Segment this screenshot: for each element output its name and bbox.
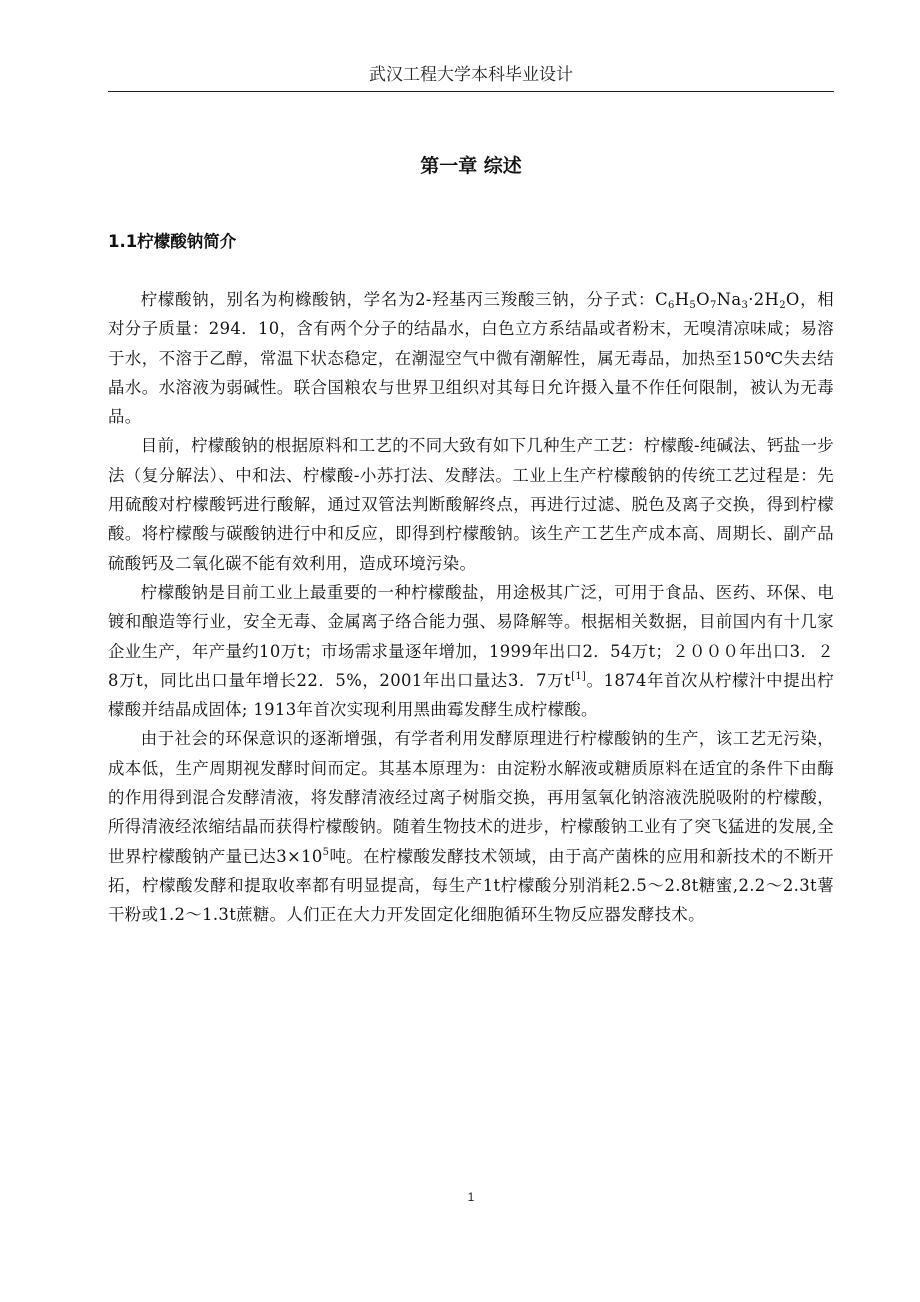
chapter-title: 第一章 综述 xyxy=(420,155,522,177)
paragraph-2: 目前，柠檬酸钠的根据原料和工艺的不同大致有如下几种生产工艺：柠檬酸-纯碱法、钙盐一步法（复分解法）、中和法、柠檬酸-小苏打法、发酵法。工业上生产柠檬酸钠的传统工艺过程是：先用硫酸对柠檬酸钙进行酸解，通过双管法判断酸解终点，再进行过滤、脱色及离子交换，得到柠檬酸。将柠檬酸与碳酸钠进行中和反应，即得到柠檬酸钠。该生产工艺生产成本高、周期长、副产品硫酸钙及二氧化碳不能有效利用，造成环境污染。 xyxy=(108,436,834,573)
running-header: 武汉工程大学本科毕业设计 xyxy=(369,65,573,85)
section-heading: 1.1柠檬酸钠简介 xyxy=(108,232,237,251)
paragraph-3: 柠檬酸钠是目前工业上最重要的一种柠檬酸盐，用途极其广泛，可用于食品、医药、环保、电镀和酿造等行业，安全无毒、金属离子络合能力强、易降解等。根据相关数据，目前国内有十几家企业生产，年产量约10万t；市场需求量逐年增加，1999年出口2．54万t；２０００年出口3．２8万t，同比出口量年增长22．5%，2001年出口量达3．7万t[1]。1874年首次从柠檬汁中提出柠檬酸并结晶成固体; 1913年首次实现利用黑曲霉发酵生成柠檬酸。 xyxy=(108,582,835,720)
page-number: 1 xyxy=(467,1190,475,1204)
paragraph-1: 柠檬酸钠，别名为枸橼酸钠，学名为2-羟基丙三羧酸三钠，分子式：$C_6H_5O_7Na_3\cdot 2H_2O$，相对分子质量：294．10，含有两个分子的结晶水，白色立方系结晶或者粉末，无嗅清凉味咸；易溶于水，不溶于乙醇，常温下状态稳定，在潮湿空气中微有潮解性，属无毒品，加热至150℃失去结晶水。水溶液为弱碱性。联合国粮农与世界卫组织对其每日允许摄入量不作任何限制，被认为无毒品。 xyxy=(108,290,834,427)
paragraph-4: 由于社会的环保意识的逐渐增强，有学者利用发酵原理进行柠檬酸钠的生产，该工艺无污染，成本低，生产周期视发酵时间而定。其基本原理为：由淀粉水解液或糖质原料在适宜的条件下由酶的作用得到混合发酵清液，将发酵清液经过离子树脂交换，再用氢氧化钠溶液洗脱吸附的柠檬酸，所得清液经浓缩结晶而获得柠檬酸钠。随着生物技术的进步，柠檬酸钠工业有了突飞猛进的发展,全世界柠檬酸钠产量已达$3\times 10^5$吨。在柠檬酸发酵技术领域，由于高产菌株的应用和新技术的不断开拓，柠檬酸发酵和提取收率都有明显提高，每生产1t柠檬酸分别消耗2.5～2.8t糖蜜,2.2～2.3t薯干粉或1.2～1.3t蔗糖。人们正在大力开发固定化细胞循环生物反应器发酵技术。 xyxy=(108,729,835,925)
citation-ref[interactable]: [1] xyxy=(571,670,587,682)
header-rule xyxy=(108,91,834,92)
body-text xyxy=(108,285,834,930)
